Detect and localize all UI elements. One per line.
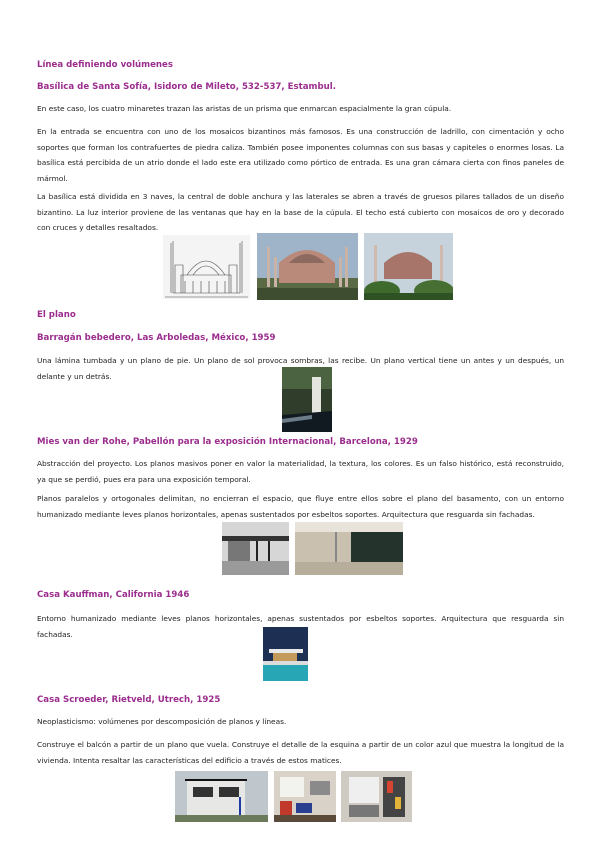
paragraph: Una lámina tumbada y un plano de pie. Un plano de sol provoca sombras, las recibe. Un plano vertical tiene un antes y un después, un delante y un detrás. xyxy=(37,356,564,381)
paragraph: Entorno humanizado mediante leves planos horizontales, apenas sustentados por esbeltos soportes. Arquitectura que resguarda sin fachadas. xyxy=(37,614,564,639)
paragraph: Planos paralelos y ortogonales delimitan, no encierran el espacio, que fluye entre ellos sobre el plano del basamento, con un entorno humanizado mediante leves planos horizontales, apenas sustentados por esbeltos soportes. Arquitectura que resguarda sin fachadas. xyxy=(37,494,564,519)
hagia-sophia-photo-image xyxy=(257,233,358,300)
section-title: El plano xyxy=(37,310,76,320)
paragraph: En este caso, los cuatro minaretes trazan las aristas de un prisma que enmarcan espacialmente la gran cúpula. xyxy=(37,104,452,113)
barragan-fountain-image xyxy=(282,367,332,432)
section-subtitle: Mies van der Rohe, Pabellón para la exposición Internacional, Barcelona, 1929 xyxy=(37,437,418,447)
kaufmann-house-image xyxy=(263,627,308,681)
schroder-house-detail-image xyxy=(341,771,412,822)
section-subtitle: Basílica de Santa Sofía, Isidoro de Mileto, 532-537, Estambul. xyxy=(37,82,336,92)
section-subtitle: Casa Kauffman, California 1946 xyxy=(37,590,190,600)
paragraph: La basílica está dividida en 3 naves, la central de doble anchura y las laterales se abren a través de gruesos pilares tallados de un diseño bizantino. La luz interior proviene de las ventanas que hay en la base de la cúpula. El techo está cubierto con mosaicos de oro y decorado con cruces y detalles resaltados. xyxy=(37,192,564,233)
hagia-sophia-sketch-image xyxy=(163,235,250,299)
paragraph: Construye el balcón a partir de un plano que vuela. Construye el detalle de la esquina a partir de un color azul que muestra la longitud de la vivienda. Intenta resaltar las características del edificio a través de estos matices. xyxy=(37,740,564,765)
section-subtitle: Casa Scroeder, Rietveld, Utrech, 1925 xyxy=(37,695,221,705)
schroder-house-exterior-image xyxy=(175,771,268,822)
paragraph: Neoplasticismo: volúmenes por descomposición de planos y líneas. xyxy=(37,717,287,726)
section-title: Línea definiendo volúmenes xyxy=(37,60,173,70)
paragraph: Abstracción del proyecto. Los planos masivos poner en valor la materialidad, la textura, los colores. Es un falso histórico, está reconstruido, ya que se perdió, pues era para una exposición temporal. xyxy=(37,459,564,484)
barcelona-pavilion-color-image xyxy=(295,522,403,575)
schroder-house-interior-image xyxy=(274,771,336,822)
barcelona-pavilion-bw-image xyxy=(222,522,289,575)
section-subtitle: Barragán bebedero, Las Arboledas, México, 1959 xyxy=(37,333,276,343)
paragraph: En la entrada se encuentra con uno de los mosaicos bizantinos más famosos. Es una construcción de ladrillo, con cimentación y ocho soportes que forman los contrafuertes de piedra caliza. También posee imponentes columnas con sus basas y capiteles o enormes losas. La basílica está percibida de un atrio donde el lado este era utilizado como pórtico de entrada. Es una gran cámara cierta con finos paneles de mármol. xyxy=(37,127,564,183)
hagia-sophia-garden-image xyxy=(364,233,453,300)
